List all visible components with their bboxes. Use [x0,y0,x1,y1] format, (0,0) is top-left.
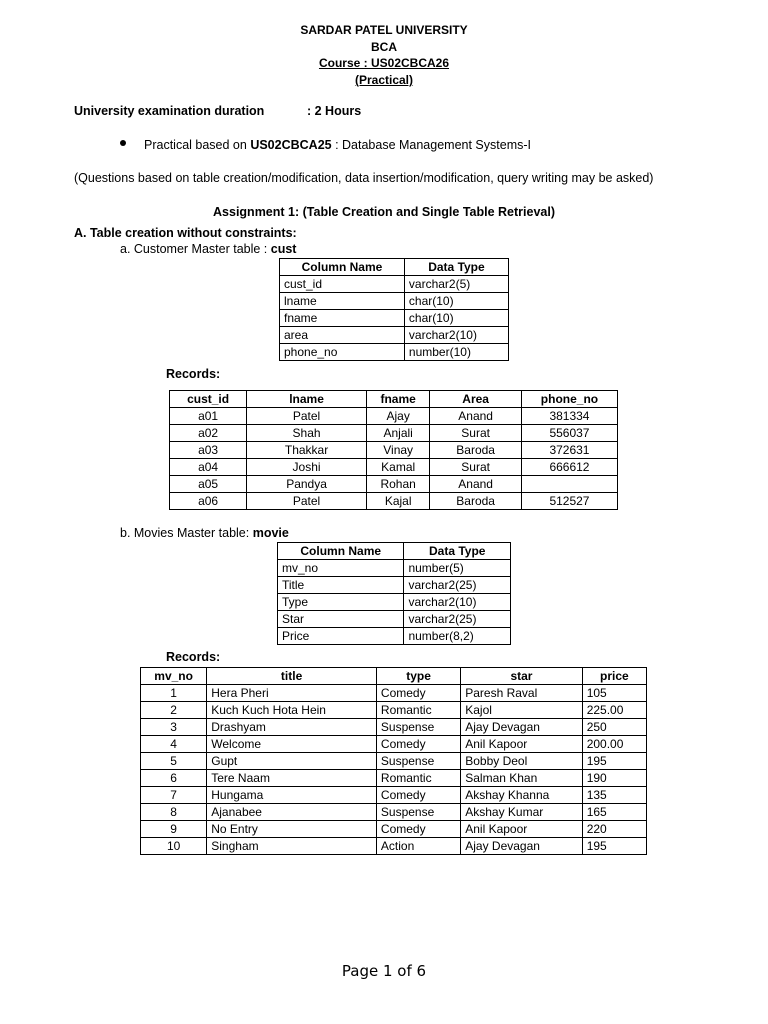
movie-record-cell: 6 [141,770,207,787]
cust-record-cell: 512527 [521,493,617,510]
cust-record-cell: Anand [430,476,522,493]
movie-record-header-cell: price [582,668,646,685]
movie-schema-row [278,560,511,577]
movie-schema-cell: varchar2(10) [404,594,511,611]
movie-record-cell: Paresh Raval [461,685,582,702]
movie-record-cell: Gupt [207,753,377,770]
practical-label: (Practical) [354,73,414,87]
cust-record-cell: Baroda [430,442,522,459]
practical-basis-code: US02CBCA25 [250,138,332,152]
movie-record-header-cell: title [207,668,377,685]
cust-record-cell: Pandya [247,476,367,493]
movie-record-cell: 1 [141,685,207,702]
movie-table-name: movie [252,526,289,540]
movie-record-cell: Drashyam [207,719,377,736]
movie-record-cell: Suspense [376,753,460,770]
movie-record-cell: Suspense [376,804,460,821]
movie-record-row [141,787,647,804]
movie-record-cell: 195 [582,753,646,770]
cust-table-label: a. Customer Master table : [120,242,268,256]
cust-schema-header-row [280,259,509,276]
cust-records-table [169,390,618,510]
cust-record-row [170,425,618,442]
movie-record-cell: Comedy [376,685,460,702]
movie-record-cell: No Entry [207,821,377,838]
cust-record-header-cell: Area [430,391,522,408]
cust-record-header-cell: phone_no [521,391,617,408]
cust-record-cell: Patel [247,493,367,510]
cust-schema-cell: lname [280,293,405,310]
movie-record-row [141,804,647,821]
movie-schema-cell: number(5) [404,560,511,577]
movie-record-cell: Romantic [376,770,460,787]
cust-schema-row [280,327,509,344]
university-title: SARDAR PATEL UNIVERSITY [300,23,468,37]
movie-records-table [140,667,647,855]
cust-record-cell: Surat [430,459,522,476]
cust-record-cell: 556037 [521,425,617,442]
movie-schema-cell: Type [278,594,404,611]
movie-record-header-cell: star [461,668,582,685]
movie-record-cell: Salman Khan [461,770,582,787]
movie-record-header-cell: type [376,668,460,685]
cust-table-name: cust [270,242,297,256]
program-title: BCA [371,40,397,54]
cust-record-cell: Kajal [366,493,429,510]
movie-record-cell: Kajol [461,702,582,719]
movie-record-cell: Singham [207,838,377,855]
cust-schema-cell: char(10) [404,293,508,310]
movie-record-cell: 250 [582,719,646,736]
movie-record-cell: Ajay Devagan [461,719,582,736]
movie-schema-cell: Star [278,611,404,628]
movie-table-caption [120,526,289,540]
bullet-icon [120,140,126,146]
movie-record-cell: Kuch Kuch Hota Hein [207,702,377,719]
cust-schema-cell: varchar2(5) [404,276,508,293]
movie-record-row [141,685,647,702]
cust-record-header-cell: cust_id [170,391,247,408]
movie-schema-cell: number(8,2) [404,628,511,645]
cust-schema-row [280,310,509,327]
movie-record-row [141,753,647,770]
movie-record-cell: Akshay Khanna [461,787,582,804]
cust-records-label: Records: [166,367,221,381]
movie-record-cell: 195 [582,838,646,855]
cust-record-cell: Thakkar [247,442,367,459]
practical-basis-suffix: : Database Management Systems-I [331,138,531,152]
cust-record-cell: Patel [247,408,367,425]
movie-schema-header-row [278,543,511,560]
movie-schema-row [278,594,511,611]
exam-duration-label: University examination duration [74,104,265,118]
movie-record-cell: Tere Naam [207,770,377,787]
cust-record-cell: Kamal [366,459,429,476]
course-title: Course : US02CBCA26 [318,56,450,70]
movie-record-cell: Comedy [376,821,460,838]
cust-record-cell [521,476,617,493]
movie-record-cell: 8 [141,804,207,821]
cust-schema-header-cell: Column Name [280,259,405,276]
movie-schema-row [278,577,511,594]
cust-record-cell: a01 [170,408,247,425]
movie-record-cell: Anil Kapoor [461,736,582,753]
movie-record-cell: Hera Pheri [207,685,377,702]
movie-record-cell: 135 [582,787,646,804]
movie-record-header-row [141,668,647,685]
movie-record-cell: Akshay Kumar [461,804,582,821]
cust-schema-row [280,276,509,293]
movie-record-cell: Hungama [207,787,377,804]
cust-record-cell: 666612 [521,459,617,476]
movie-record-cell: 190 [582,770,646,787]
cust-record-cell: a06 [170,493,247,510]
movie-record-cell: Ajay Devagan [461,838,582,855]
movie-record-cell: Suspense [376,719,460,736]
movie-record-header-cell: mv_no [141,668,207,685]
cust-table-caption [120,242,296,256]
movie-record-cell: 3 [141,719,207,736]
movie-record-row [141,821,647,838]
section-a-heading: A. Table creation without constraints: [74,226,297,240]
movie-record-cell: Comedy [376,787,460,804]
movie-schema-row [278,628,511,645]
movie-record-cell: 105 [582,685,646,702]
assignment-title: Assignment 1: (Table Creation and Single Table Retrieval) [213,205,555,219]
movie-records-label: Records: [166,650,221,664]
cust-record-cell: Vinay [366,442,429,459]
movie-record-cell: Welcome [207,736,377,753]
movie-record-row [141,770,647,787]
cust-schema-cell: area [280,327,405,344]
movie-record-cell: Bobby Deol [461,753,582,770]
cust-record-row [170,442,618,459]
cust-record-cell: Anand [430,408,522,425]
exam-duration-value: : 2 Hours [307,104,362,118]
question-note: (Questions based on table creation/modification, data insertion/modification, query writing may be asked) [74,171,654,185]
cust-schema-header-cell: Data Type [404,259,508,276]
movie-record-cell: 10 [141,838,207,855]
cust-record-cell: a02 [170,425,247,442]
cust-schema-row [280,293,509,310]
cust-schema-cell: phone_no [280,344,405,361]
cust-record-header-cell: fname [366,391,429,408]
cust-record-cell: Baroda [430,493,522,510]
movie-schema-header-cell: Column Name [278,543,404,560]
cust-record-header-row [170,391,618,408]
movie-schema-cell: Price [278,628,404,645]
movie-record-cell: 200.00 [582,736,646,753]
cust-record-cell: a05 [170,476,247,493]
cust-record-cell: Joshi [247,459,367,476]
cust-record-row [170,493,618,510]
movie-record-cell: 9 [141,821,207,838]
cust-record-cell: Rohan [366,476,429,493]
movie-schema-table [277,542,511,645]
cust-schema-cell: char(10) [404,310,508,327]
cust-record-cell: a03 [170,442,247,459]
practical-basis-prefix: Practical based on [144,138,251,152]
movie-record-row [141,736,647,753]
movie-record-cell: Anil Kapoor [461,821,582,838]
movie-record-cell: 2 [141,702,207,719]
page-number: Page 1 of 6 [341,962,427,980]
movie-record-cell: 220 [582,821,646,838]
cust-record-row [170,408,618,425]
cust-schema-cell: number(10) [404,344,508,361]
movie-schema-row [278,611,511,628]
movie-schema-cell: varchar2(25) [404,577,511,594]
cust-record-cell: Anjali [366,425,429,442]
movie-schema-cell: mv_no [278,560,404,577]
movie-record-cell: Romantic [376,702,460,719]
movie-record-cell: 5 [141,753,207,770]
movie-schema-header-cell: Data Type [404,543,511,560]
movie-record-cell: Comedy [376,736,460,753]
cust-schema-cell: fname [280,310,405,327]
cust-schema-table [279,258,509,361]
cust-schema-cell: cust_id [280,276,405,293]
movie-record-row [141,838,647,855]
movie-record-cell: Ajanabee [207,804,377,821]
cust-record-header-cell: lname [247,391,367,408]
cust-schema-cell: varchar2(10) [404,327,508,344]
cust-schema-row [280,344,509,361]
practical-basis [144,138,531,152]
cust-record-cell: Ajay [366,408,429,425]
movie-record-cell: 225.00 [582,702,646,719]
movie-record-cell: 4 [141,736,207,753]
movie-record-cell: Action [376,838,460,855]
cust-record-cell: Shah [247,425,367,442]
cust-record-row [170,459,618,476]
movie-record-cell: 7 [141,787,207,804]
cust-record-row [170,476,618,493]
movie-schema-cell: Title [278,577,404,594]
cust-record-cell: Surat [430,425,522,442]
cust-record-cell: 381334 [521,408,617,425]
movie-schema-cell: varchar2(25) [404,611,511,628]
movie-record-row [141,702,647,719]
movie-table-label: b. Movies Master table: [120,526,250,540]
cust-record-cell: a04 [170,459,247,476]
movie-record-row [141,719,647,736]
cust-record-cell: 372631 [521,442,617,459]
movie-record-cell: 165 [582,804,646,821]
